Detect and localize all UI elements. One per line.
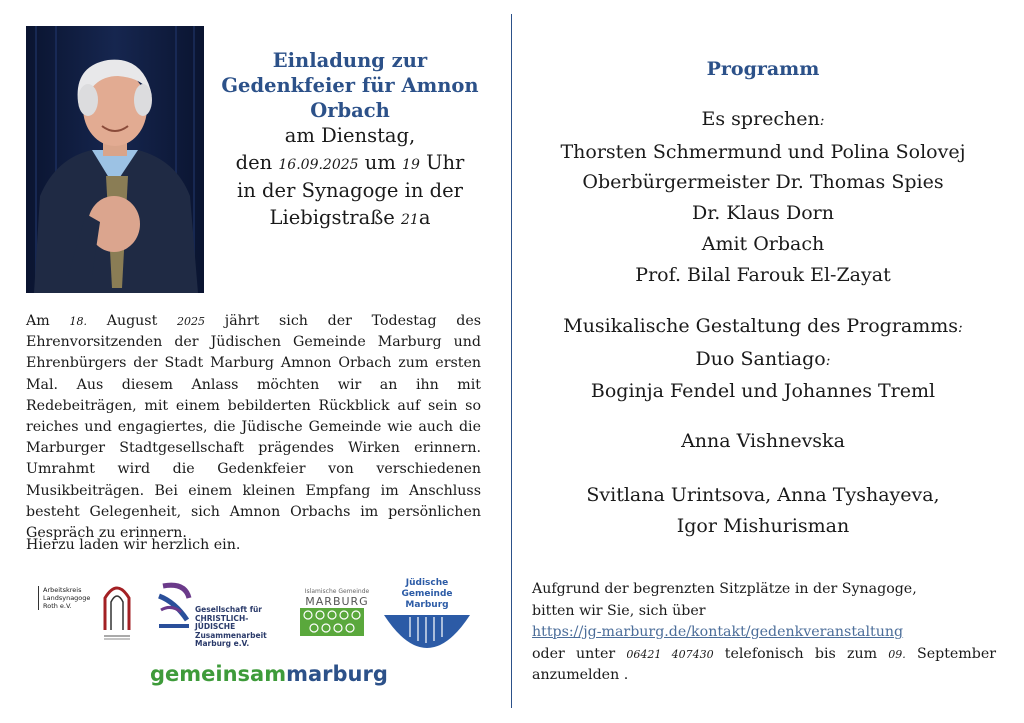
speaker-5: Prof. Bilal Farouk El-Zayat xyxy=(635,263,891,286)
registration-line-2: bitten wir Sie, sich über xyxy=(532,602,706,619)
duo-members: Boginja Fendel und Johannes Treml xyxy=(590,380,936,403)
geometric-pattern-icon xyxy=(298,608,376,638)
closing-line: Hierzu laden wir herzlich ein. xyxy=(26,537,241,553)
speakers-block xyxy=(520,104,1006,290)
column-divider xyxy=(511,14,512,708)
registration-line-1: Aufgrund der begrenzten Sitzplätze in der Synagoge, xyxy=(532,581,917,597)
invitation-date-line: den 16.09.2025 um 19 Uhr xyxy=(235,150,465,174)
invitation-weekday: am Dienstag, xyxy=(284,124,416,147)
event-date: 16.09.2025 xyxy=(278,156,359,173)
event-hour: 19 xyxy=(402,156,420,173)
logo-juedische-gemeinde-marburg: Jüdische Gemeinde Marburg xyxy=(380,578,474,648)
registration-block xyxy=(532,579,996,687)
duo-name: Duo Santiago: xyxy=(695,347,831,370)
logo-islamische-gemeinde-marburg: Islamische Gemeinde MARBURG xyxy=(298,588,376,644)
speaker-4: Amit Orbach xyxy=(701,232,825,255)
speaker-1: Thorsten Schmermund und Polina Solovej xyxy=(560,140,966,163)
arch-icon xyxy=(102,580,132,642)
phone-number: 06421 407430 xyxy=(626,647,714,661)
registration-line-3: oder unter 06421 407430 telefonisch bis zum 09. September xyxy=(532,645,997,662)
invitation-title-3: Orbach xyxy=(310,99,390,122)
programm-title: Programm xyxy=(706,58,820,80)
portrait-photo xyxy=(26,26,204,293)
trio-block: Svitlana Urintsova, Anna Tyshayeva, Igor Mishurisman xyxy=(586,484,940,537)
music-block xyxy=(520,311,1006,407)
logo-gemeinsam-marburg: gemeinsammarburg xyxy=(150,662,388,686)
body-paragraph: Am 18. August 2025 jährt sich der Todestag des Ehrenvorsitzenden der Jüdischen Gemeinde Marburg und Ehrenbürgers der Stadt Marburg Amnon Orbach zum ersten Mal. Aus diesem Anlass möchten wir an ihn mit Redebeiträgen, mit einem bebilderten Rückblick auf sein so reiches und engagiertes, die Jüdische Gemeinde wie auch die Marburger Stadtgesellschaft prägendes Wirken erinnern. Umrahmt wird die Gedenkfeier von verschiedenen Musikbeiträgen. Bei einem kleinen Empfang im Anschluss besteht Gelegenheit, sich Amnon Orbachs im persönlichen Gespräch zu erinnern. xyxy=(26,313,482,542)
invitation-title-2: Gedenkfeier für Amnon xyxy=(221,74,479,97)
invitation-title-1: Einladung zur xyxy=(272,49,428,72)
logo-gcjz-marburg: Gesellschaft für CHRISTLICH-JÜDISCHE Zusammenarbeit Marburg e.V. xyxy=(155,582,285,644)
gcjz-emblem-icon xyxy=(155,582,195,632)
speakers-heading: Es sprechen: xyxy=(701,108,825,130)
music-heading: Musikalische Gestaltung des Programms: xyxy=(563,315,963,337)
speaker-3: Dr. Klaus Dorn xyxy=(692,202,834,225)
registration-link[interactable]: https://jg-marburg.de/kontakt/gedenkveranstaltung xyxy=(532,624,904,640)
speaker-2: Oberbürgermeister Dr. Thomas Spies xyxy=(582,171,944,194)
logo-arbeitskreis-landsynagoge: Arbeitskreis Landsynagoge Roth e.V. xyxy=(38,580,134,646)
invitation-address: Liebigstraße 21a xyxy=(269,205,431,229)
invitation-venue: in der Synagoge in der xyxy=(237,179,463,202)
invitation-block xyxy=(212,48,488,233)
jg-emblem-icon xyxy=(380,611,474,659)
registration-line-4: anzumelden . xyxy=(532,667,629,683)
soloist: Anna Vishnevska xyxy=(681,430,845,452)
